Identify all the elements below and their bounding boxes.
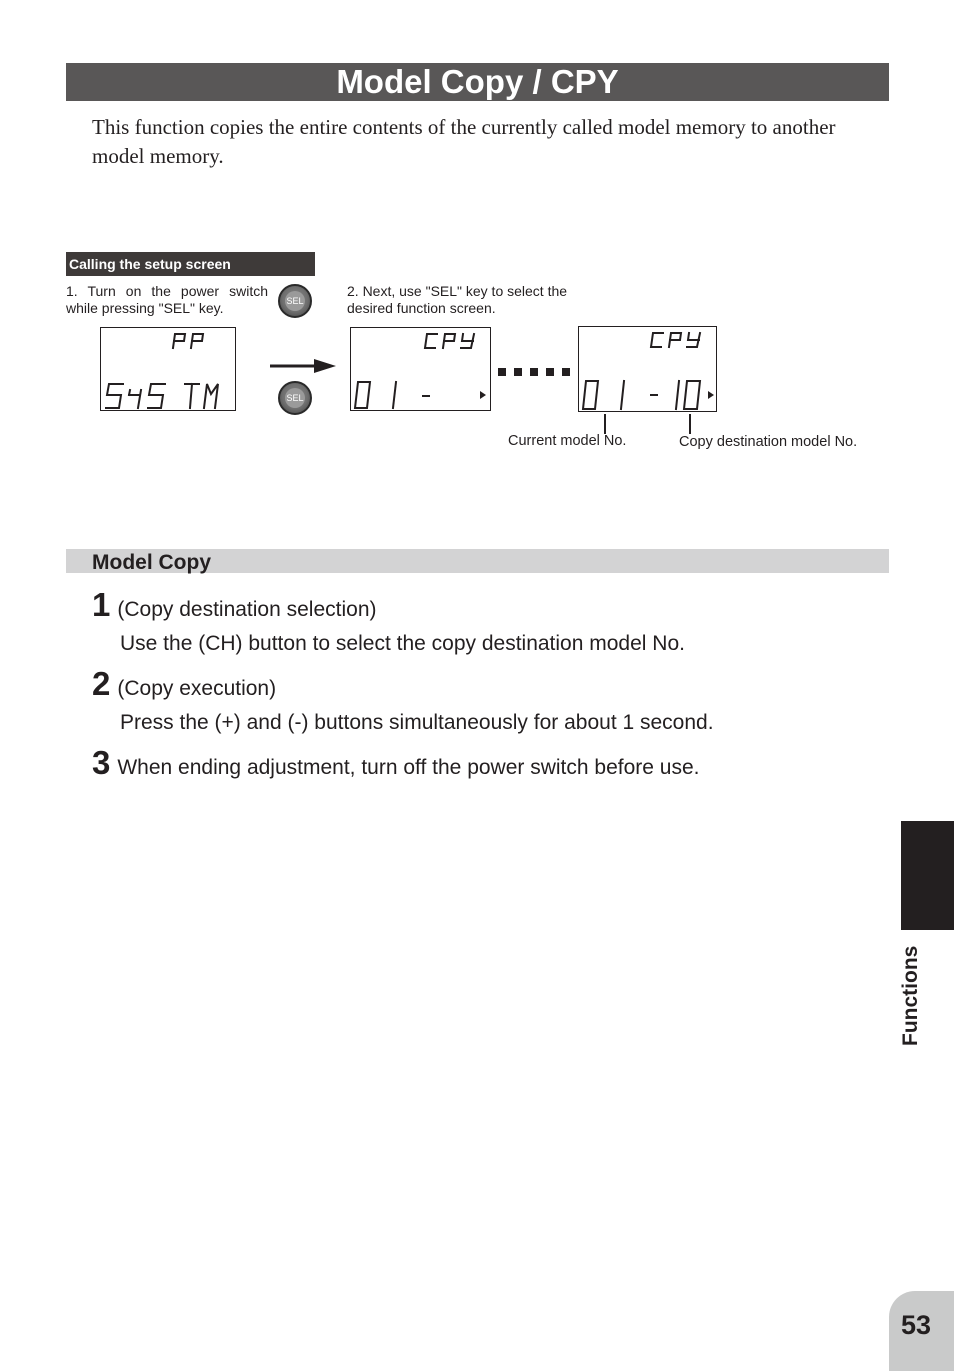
dest-model-callout-line — [689, 414, 691, 434]
lcd-cpy-segments — [351, 328, 492, 412]
step-2-text: (Copy execution) — [117, 677, 277, 700]
dotted-connector — [497, 367, 575, 377]
sel-key-icon — [278, 284, 312, 318]
lcd-display-cpy — [350, 327, 491, 411]
step-1 — [92, 586, 377, 624]
sel-key-icon-2 — [278, 381, 312, 415]
dest-model-label: Copy destination model No. — [679, 434, 858, 450]
page-title: Model Copy / CPY — [66, 63, 889, 101]
section-title: Model Copy — [92, 551, 211, 574]
step-2-number: 2 — [92, 665, 111, 702]
current-model-label: Current model No. — [508, 433, 627, 449]
intro-text: This function copies the entire contents of the currently called model memory to another model memory. — [92, 115, 836, 168]
page-number-tab — [889, 1291, 954, 1371]
current-model-callout-line — [604, 414, 606, 434]
sel-key-label: SEL — [285, 291, 305, 311]
setup-step-1-note: 1. Turn on the power switch while pressing "SEL" key. — [66, 283, 268, 316]
side-tab-block — [901, 821, 954, 930]
lcd-system-segments — [101, 328, 237, 412]
section-header — [66, 549, 889, 573]
step-2 — [92, 665, 276, 703]
lcd-display-system — [100, 327, 236, 411]
setup-screen-label: Calling the setup screen — [66, 252, 315, 276]
arrow-right-icon — [270, 357, 338, 375]
step-1-number: 1 — [92, 586, 111, 623]
page-number: 53 — [901, 1310, 932, 1340]
step-1-text: (Copy destination selection) — [117, 598, 377, 621]
lcd-display-cpy-dest — [578, 326, 717, 412]
sel-key-label-2: SEL — [285, 388, 305, 408]
step-3-text: When ending adjustment, turn off the power switch before use. — [117, 756, 700, 779]
lcd-cpy-dest-segments — [579, 327, 718, 413]
step-1-detail: Use the (CH) button to select the copy destination model No. — [120, 632, 685, 655]
step-2-detail: Press the (+) and (-) buttons simultaneously for about 1 second. — [120, 711, 714, 734]
side-tab-label: Functions — [899, 945, 922, 1046]
step-3 — [92, 744, 699, 782]
setup-step-2-note: 2. Next, use "SEL" key to select the desired function screen. — [347, 283, 568, 316]
step-3-number: 3 — [92, 744, 111, 781]
